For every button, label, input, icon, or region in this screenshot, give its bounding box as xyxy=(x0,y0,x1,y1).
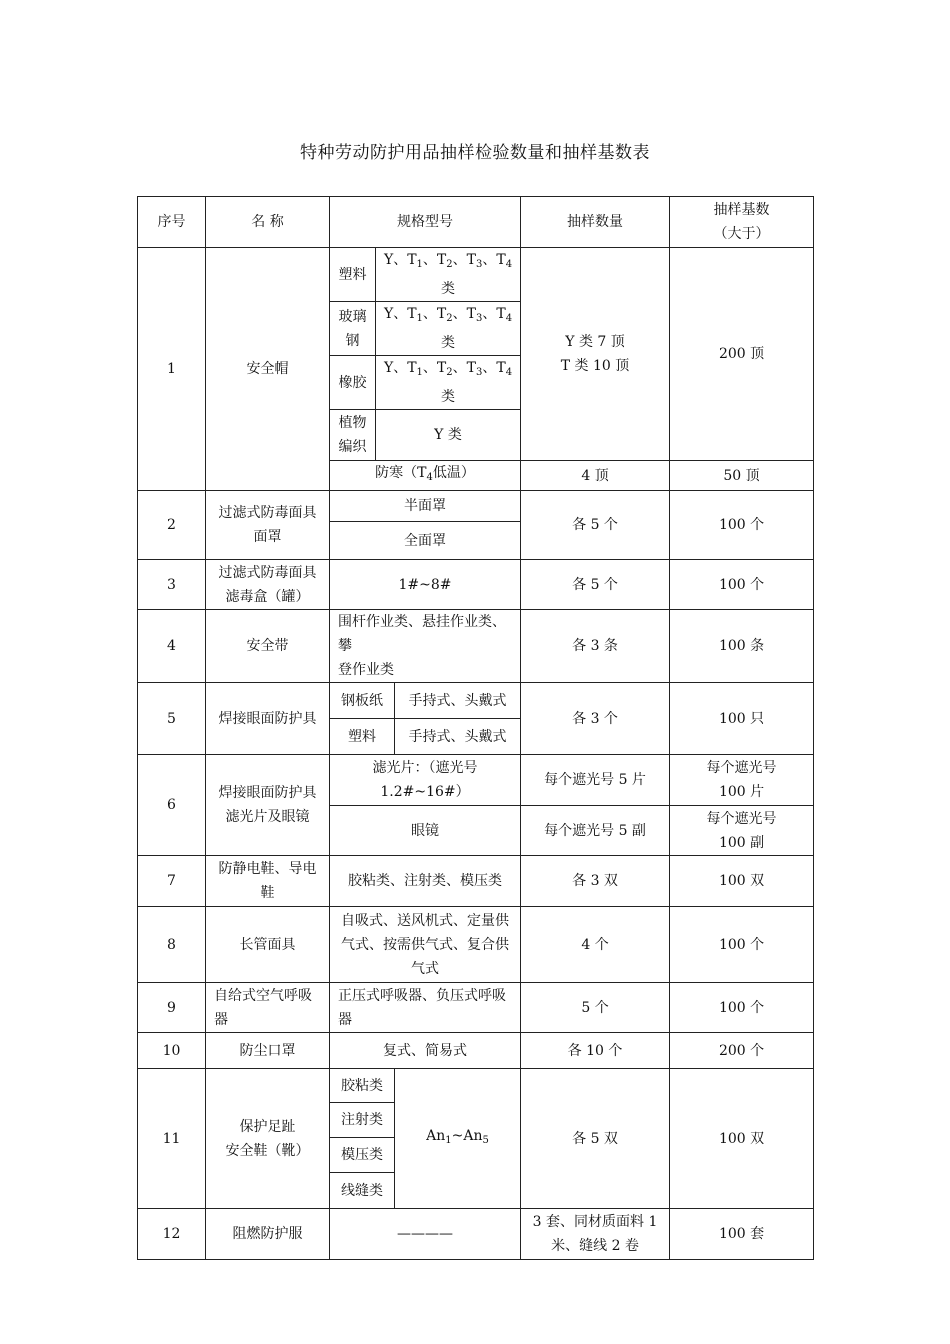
table-row xyxy=(138,1209,814,1260)
row5-base: 100 只 xyxy=(670,683,814,755)
row11-spec: $An_1\sim An_5$ xyxy=(395,1069,521,1209)
row11-mat-2: 注射类 xyxy=(330,1103,395,1138)
row4-qty: 各 3 条 xyxy=(521,610,670,683)
row1-mat-3: 橡胶 xyxy=(330,356,376,410)
table-row xyxy=(138,907,814,983)
row10-name: 防尘口罩 xyxy=(206,1033,330,1069)
table-row xyxy=(138,1069,814,1103)
row12-qty: 3 套、同材质面料 1 米、缝线 2 卷 xyxy=(521,1209,670,1260)
row4-name: 安全带 xyxy=(206,610,330,683)
row5-mat-b: 塑料 xyxy=(330,719,395,755)
row1-cold-base: 50 顶 xyxy=(670,461,814,491)
table-row xyxy=(138,755,814,806)
row11-seq: 11 xyxy=(138,1069,206,1209)
row9-spec: 正压式呼吸器、负压式呼吸 器 xyxy=(330,983,521,1033)
row5-seq: 5 xyxy=(138,683,206,755)
row6-name: 焊接眼面防护具 滤光片及眼镜 xyxy=(206,755,330,856)
row6-qty-a: 每个遮光号 5 片 xyxy=(521,755,670,806)
row12-seq: 12 xyxy=(138,1209,206,1260)
row3-seq: 3 xyxy=(138,560,206,610)
row1-mat-4: 植物 编织 xyxy=(330,410,376,461)
row9-qty: 5 个 xyxy=(521,983,670,1033)
header-seq: 序号 xyxy=(138,197,206,248)
page-title: 特种劳动防护用品抽样检验数量和抽样基数表 xyxy=(300,143,650,163)
row10-seq: 10 xyxy=(138,1033,206,1069)
row6-base-b: 每个遮光号 100 副 xyxy=(670,806,814,856)
header-qty: 抽样数量 xyxy=(521,197,670,248)
row8-seq: 8 xyxy=(138,907,206,983)
row7-spec: 胶粘类、注射类、模压类 xyxy=(330,856,521,907)
row11-base: 100 双 xyxy=(670,1069,814,1209)
row7-name: 防静电鞋、导电 鞋 xyxy=(206,856,330,907)
row3-spec: 1#~8# xyxy=(330,560,521,610)
row8-name: 长管面具 xyxy=(206,907,330,983)
row10-base: 200 个 xyxy=(670,1033,814,1069)
table-row xyxy=(138,983,814,1033)
table-row xyxy=(138,1033,814,1069)
row8-qty: 4 个 xyxy=(521,907,670,983)
row6-qty-b: 每个遮光号 5 副 xyxy=(521,806,670,856)
table-row xyxy=(138,491,814,522)
row1-cold-spec: 防寒（$T_4$低温） xyxy=(330,461,521,491)
row5-qty: 各 3 个 xyxy=(521,683,670,755)
row9-name: 自给式空气呼吸 器 xyxy=(206,983,330,1033)
row11-mat-3: 模压类 xyxy=(330,1138,395,1173)
row12-name: 阻燃防护服 xyxy=(206,1209,330,1260)
row2-spec-b: 全面罩 xyxy=(330,522,521,560)
row9-seq: 9 xyxy=(138,983,206,1033)
header-base: 抽样基数 （大于） xyxy=(670,197,814,248)
sampling-table xyxy=(137,196,814,1260)
row4-base: 100 条 xyxy=(670,610,814,683)
row7-base: 100 双 xyxy=(670,856,814,907)
row11-mat-4: 线缝类 xyxy=(330,1173,395,1209)
row2-seq: 2 xyxy=(138,491,206,560)
row6-base-a: 每个遮光号 100 片 xyxy=(670,755,814,806)
row1-mat-2: 玻璃 钢 xyxy=(330,302,376,356)
row1-seq: 1 xyxy=(138,248,206,491)
row1-type-1: Y、$T_1$、$T_2$、$T_3$、$T_4$ 类 xyxy=(376,248,521,302)
row1-type-4: Y 类 xyxy=(376,410,521,461)
row1-qty: Y 类 7 顶 T 类 10 顶 xyxy=(521,248,670,461)
row5-type-a: 手持式、头戴式 xyxy=(395,683,521,719)
table-row xyxy=(138,610,814,683)
row11-name: 保护足趾 安全鞋（靴） xyxy=(206,1069,330,1209)
row2-qty: 各 5 个 xyxy=(521,491,670,560)
row6-seq: 6 xyxy=(138,755,206,856)
row1-cold-qty: 4 顶 xyxy=(521,461,670,491)
header-name: 名 称 xyxy=(206,197,330,248)
row6-spec-a: 滤光片：（遮光号 1.2#~16#） xyxy=(330,755,521,806)
row7-seq: 7 xyxy=(138,856,206,907)
row10-spec: 复式、简易式 xyxy=(330,1033,521,1069)
row4-spec: 围杆作业类、悬挂作业类、攀 登作业类 xyxy=(330,610,521,683)
row11-qty: 各 5 双 xyxy=(521,1069,670,1209)
row2-spec-a: 半面罩 xyxy=(330,491,521,522)
row9-base: 100 个 xyxy=(670,983,814,1033)
table-row xyxy=(138,856,814,907)
row3-name: 过滤式防毒面具 滤毒盒（罐） xyxy=(206,560,330,610)
row2-base: 100 个 xyxy=(670,491,814,560)
row1-mat-1: 塑料 xyxy=(330,248,376,302)
row12-base: 100 套 xyxy=(670,1209,814,1260)
row5-mat-a: 钢板纸 xyxy=(330,683,395,719)
row5-name: 焊接眼面防护具 xyxy=(206,683,330,755)
row1-type-3: Y、$T_1$、$T_2$、$T_3$、$T_4$ 类 xyxy=(376,356,521,410)
table-row xyxy=(138,560,814,610)
row3-qty: 各 5 个 xyxy=(521,560,670,610)
row8-spec: 自吸式、送风机式、定量供 气式、按需供气式、复合供 气式 xyxy=(330,907,521,983)
row3-base: 100 个 xyxy=(670,560,814,610)
table-row xyxy=(138,248,814,302)
row7-qty: 各 3 双 xyxy=(521,856,670,907)
row1-type-2: Y、$T_1$、$T_2$、$T_3$、$T_4$ 类 xyxy=(376,302,521,356)
row1-name: 安全帽 xyxy=(206,248,330,491)
row6-spec-b: 眼镜 xyxy=(330,806,521,856)
row5-type-b: 手持式、头戴式 xyxy=(395,719,521,755)
row4-seq: 4 xyxy=(138,610,206,683)
table-row xyxy=(138,683,814,719)
row2-name: 过滤式防毒面具 面罩 xyxy=(206,491,330,560)
row8-base: 100 个 xyxy=(670,907,814,983)
row12-spec: ———— xyxy=(330,1209,521,1260)
row10-qty: 各 10 个 xyxy=(521,1033,670,1069)
row1-base: 200 顶 xyxy=(670,248,814,461)
table-header xyxy=(138,197,814,248)
row11-mat-1: 胶粘类 xyxy=(330,1069,395,1103)
header-spec: 规格型号 xyxy=(330,197,521,248)
